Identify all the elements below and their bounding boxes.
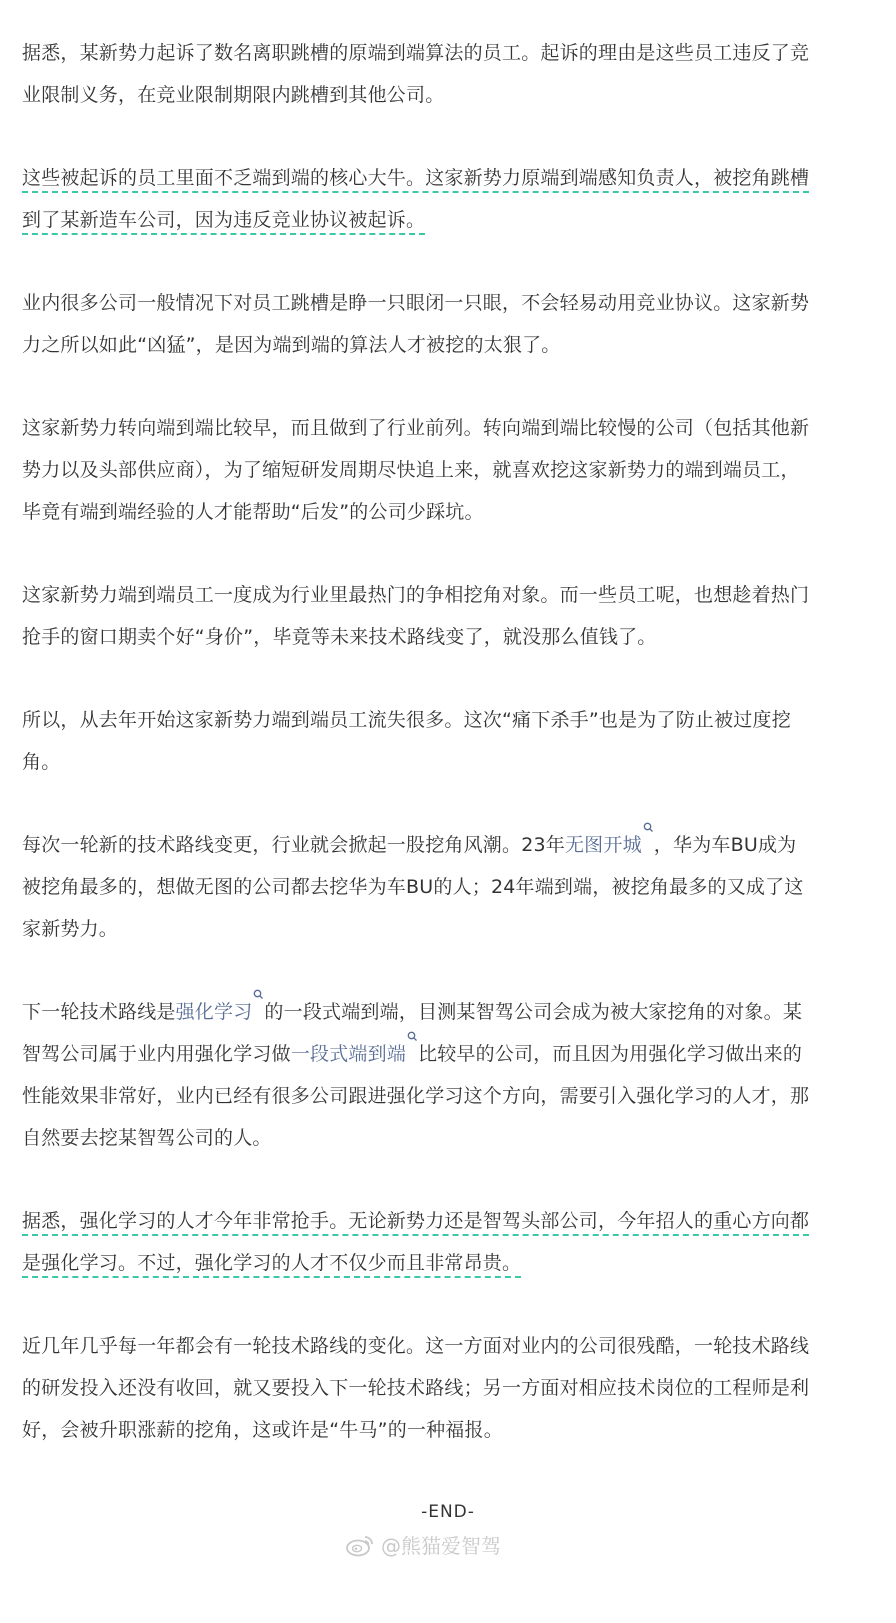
paragraph-7 (22, 824, 812, 950)
highlighted-text[interactable]: 这些被起诉的员工里面不乏端到端的核心大牛。这家新势力原端到端感知负责人，被挖角跳槽到了某新造车公司，因为违反竞业协议被起诉。 (22, 167, 809, 235)
paragraph-2 (22, 157, 812, 241)
end-marker: -END- (421, 1502, 475, 1522)
watermark (345, 1530, 501, 1559)
paragraph-7-text-a: 每次一轮新的技术路线变更，行业就会掀起一股挖角风潮。23年 (22, 834, 565, 856)
article-body (22, 32, 812, 1492)
watermark-text: @熊猫爱智驾 (381, 1534, 501, 1558)
paragraph-10: 近几年几乎每一年都会有一轮技术路线的变化。这一方面对业内的公司很残酷，一轮技术路线的研发投入还没有收回，就又要投入下一轮技术路线；另一方面对相应技术岗位的工程师是利好，会被升职涨薪的挖角，这或许是“牛马”的一种福报。 (22, 1335, 810, 1441)
search-link-rl[interactable]: 强化学习 (175, 1001, 253, 1023)
search-link-wutu[interactable]: 无图开城 (564, 834, 642, 856)
highlighted-text[interactable]: 据悉，强化学习的人才今年非常抢手。无论新势力还是智驾头部公司，今年招人的重心方向都是强化学习。不过，强化学习的人才不仅少而且非常昂贵。 (22, 1210, 809, 1278)
paragraph-8-text-b: 的一段式端到端，目测某智驾公司会成为被大家挖角的对象。某智驾公司属于业内用强化学习做 (22, 1001, 803, 1065)
paragraph-5: 这家新势力端到端员工一度成为行业里最热门的争相挖角对象。而一些员工呢，也想趁着热门抢手的窗口期卖个好“身价”，毕竟等未来技术路线变了，就没那么值钱了。 (22, 584, 810, 648)
search-icon[interactable] (643, 822, 654, 836)
search-icon[interactable] (407, 1031, 418, 1045)
weibo-logo-icon (345, 1533, 375, 1557)
paragraph-9 (22, 1200, 812, 1284)
paragraph-6: 所以，从去年开始这家新势力端到端员工流失很多。这次“痛下杀手”也是为了防止被过度挖角。 (22, 709, 791, 773)
search-icon[interactable] (253, 989, 264, 1003)
paragraph-7-text-b: ，华为车BU成为被挖角最多的，想做无图的公司都去挖华为车BU的人；24年端到端，被挖角最多的又成了这家新势力。 (22, 834, 804, 940)
paragraph-4: 这家新势力转向端到端比较早，而且做到了行业前列。转向端到端比较慢的公司（包括其他新势力以及头部供应商），为了缩短研发周期尽快追上来，就喜欢挖这家新势力的端到端员工，毕竟有端到端经验的人才能帮助“后发”的公司少踩坑。 (22, 417, 810, 523)
paragraph-3: 业内很多公司一般情况下对员工跳槽是睁一只眼闭一只眼，不会轻易动用竞业协议。这家新势力之所以如此“凶猛”，是因为端到端的算法人才被挖的太狠了。 (22, 292, 810, 356)
paragraph-8-text-c: 比较早的公司，而且因为用强化学习做出来的性能效果非常好，业内已经有很多公司跟进强化学习这个方向，需要引入强化学习的人才，那自然要去挖某智驾公司的人。 (22, 1043, 810, 1149)
paragraph-8 (22, 991, 812, 1159)
paragraph-1: 据悉，某新势力起诉了数名离职跳槽的原端到端算法的员工。起诉的理由是这些员工违反了竞业限制义务，在竞业限制期限内跳槽到其他公司。 (22, 42, 810, 106)
search-link-e2e[interactable]: 一段式端到端 (290, 1043, 407, 1065)
paragraph-8-text-a: 下一轮技术路线是 (22, 1001, 176, 1023)
